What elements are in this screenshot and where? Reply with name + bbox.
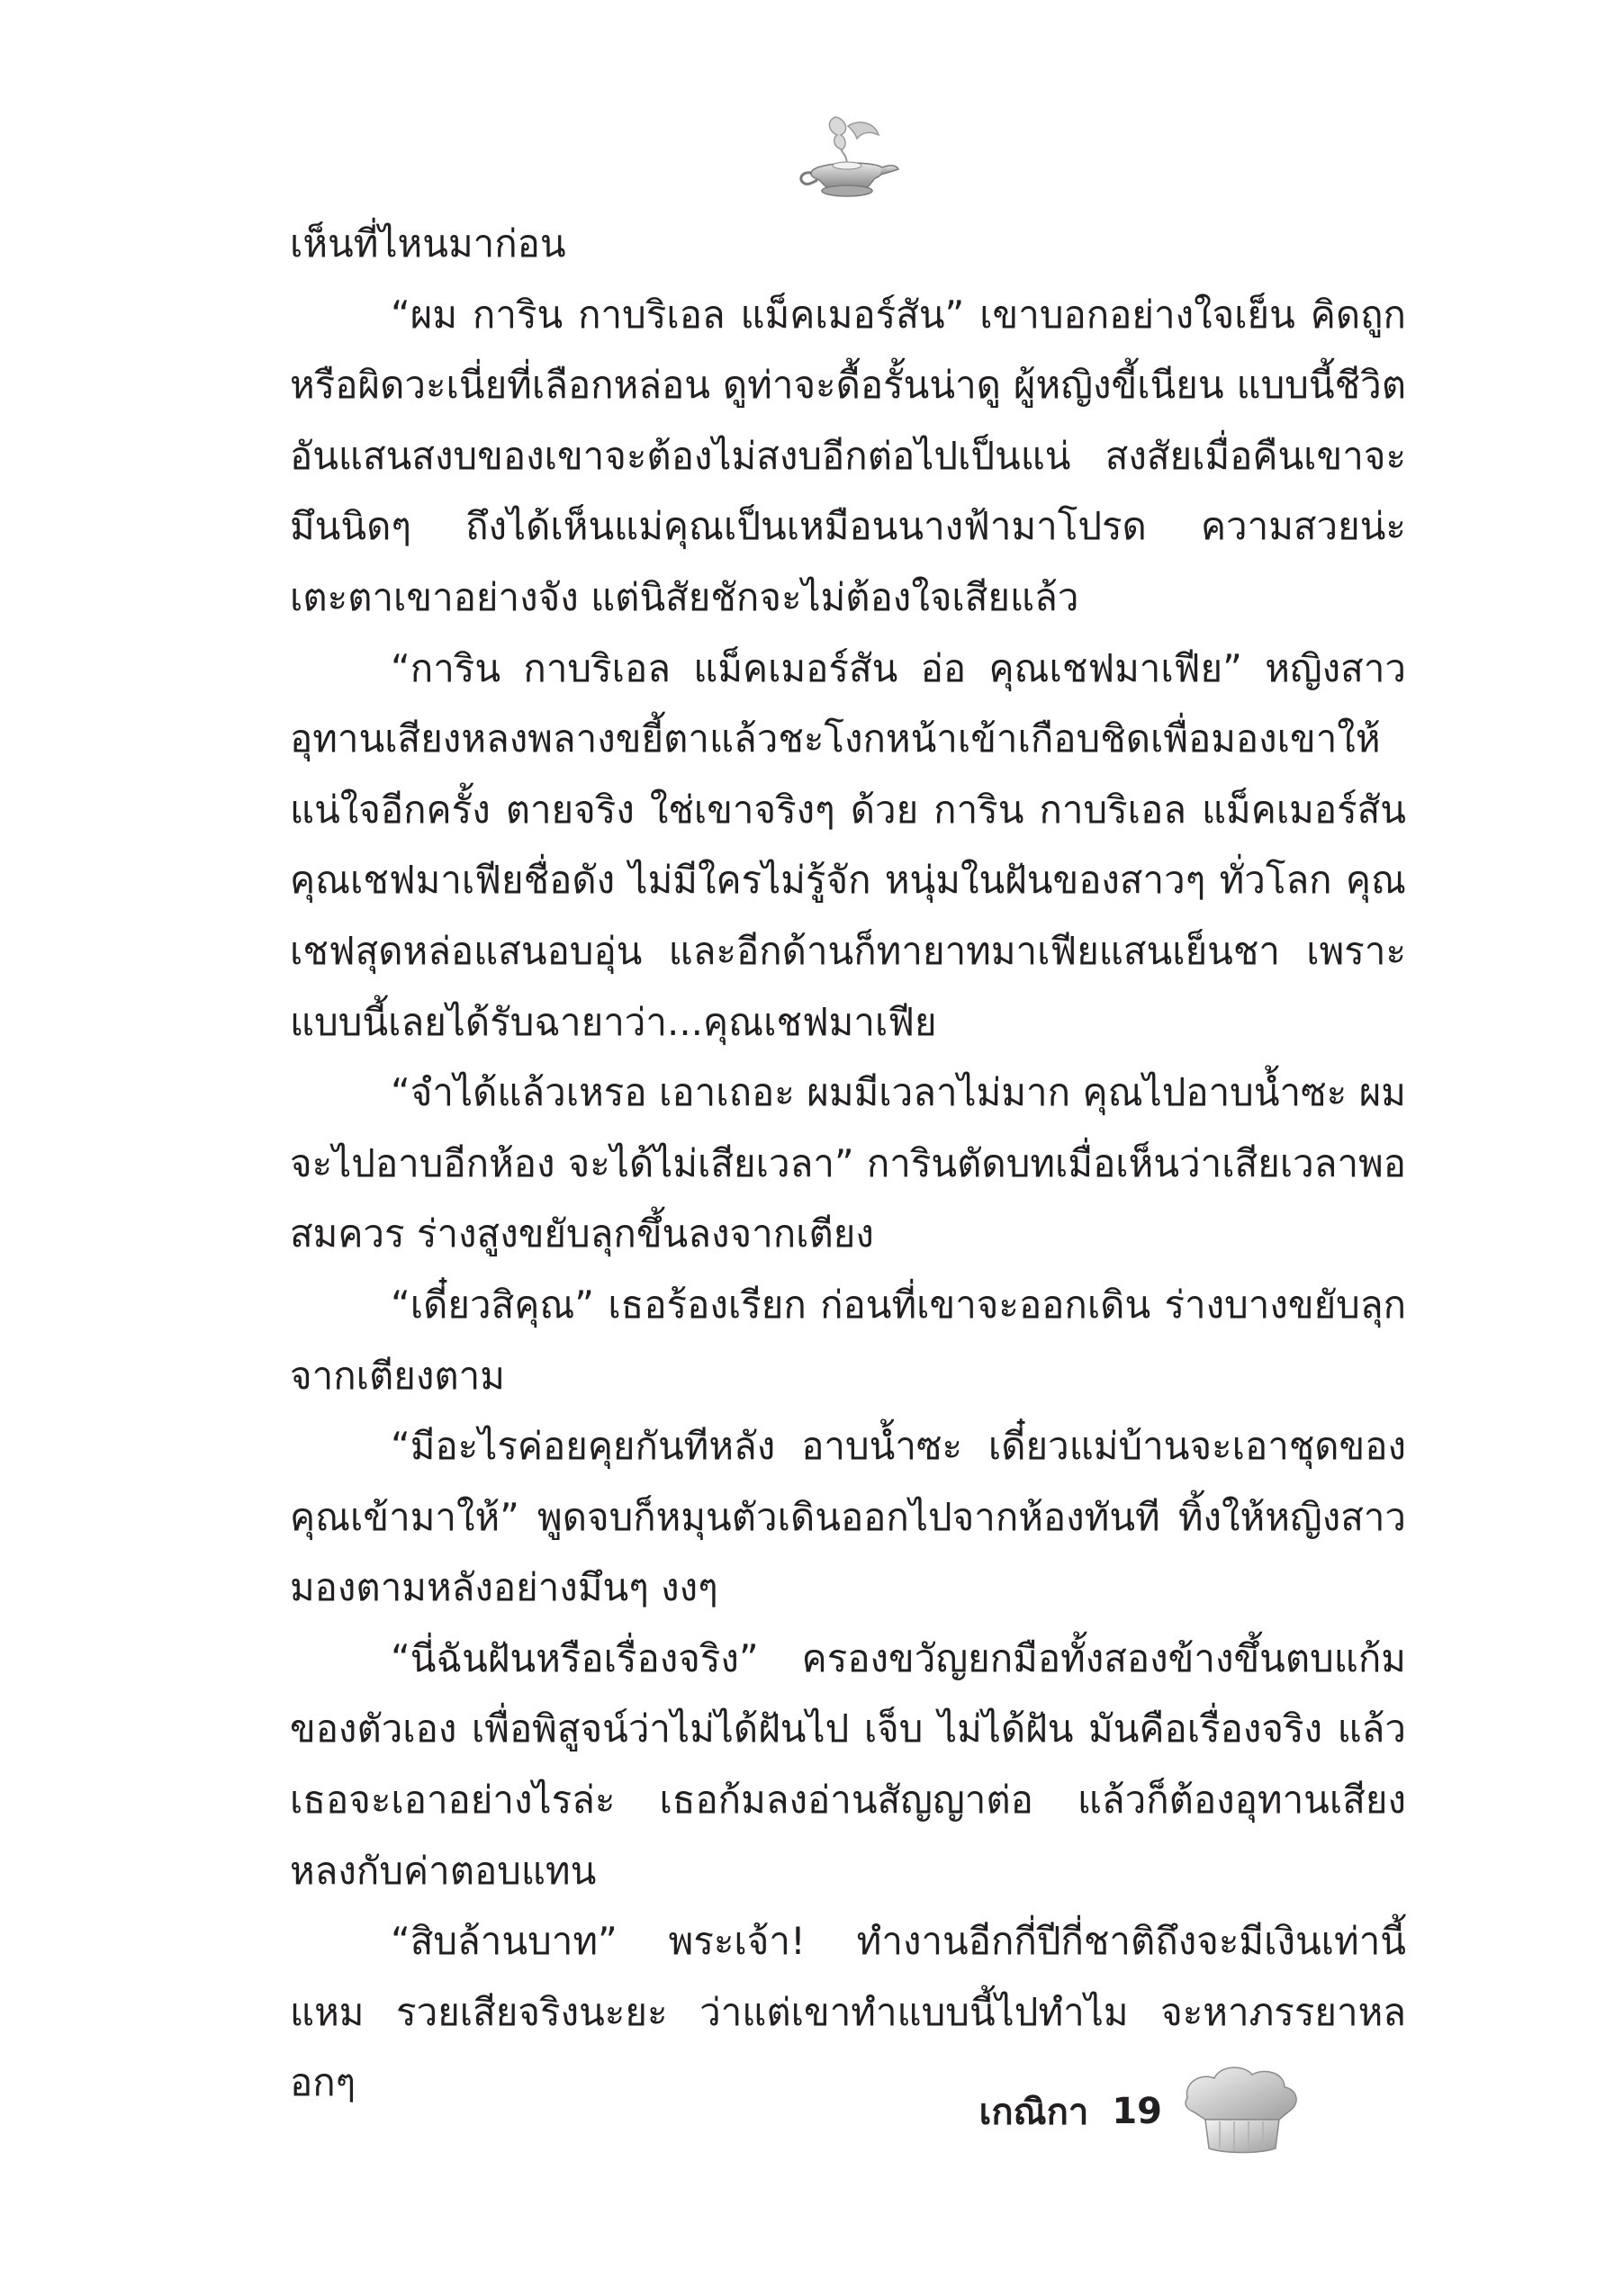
chef-hat-icon	[1178, 2062, 1304, 2161]
paragraph: “ผม การิน กาบริเอล แม็คเมอร์สัน” เขาบอกอย่างใจเย็น คิดถูกหรือผิดวะเนี่ยที่เลือกหล่อน ดูท่าจะดื้อรั้นน่าดู ผู้หญิงขี้เนียน แบบนี้ชีวิตอันแสนสงบของเขาจะต้องไม่สงบอีกต่อไปเป็นแน่ สงสัยเมื่อคืนเขาจะมึนนิดๆ ถึงได้เห็นแม่คุณเป็นเหมือนนางฟ้ามาโปรด ความสวยน่ะเตะตาเขาอย่างจัง แต่นิสัยชักจะไม่ต้องใจเสียแล้ว	[290, 292, 1406, 619]
paragraph: เห็นที่ไหนมาก่อน	[290, 221, 566, 266]
running-title: เกณิกา	[978, 2092, 1089, 2133]
page-footer	[979, 2066, 1304, 2156]
paragraph: “สิบล้านบาท” พระเจ้า! ทำงานอีกกี่ปีกี่ชาติถึงจะมีเงินเท่านี้ แหม รวยเสียจริงนะยะ ว่าแต่เขาทำแบบนี้ไปทำไม จะหาภรรยาหลอกๆ	[290, 1919, 1406, 2105]
paragraph: “นี่ฉันฝันหรือเรื่องจริง” ครองขวัญยกมือทั้งสองข้างขึ้นตบแก้มของตัวเอง เพื่อพิสูจน์ว่าไม่ได้ฝันไป เจ็บ ไม่ได้ฝัน มันคือเรื่องจริง แล้วเธอจะเอาอย่างไรล่ะ เธอก้มลงอ่านสัญญาต่อ แล้วก็ต้องอุทานเสียงหลงกับค่าตอบแทน	[290, 1635, 1406, 1893]
body-text	[290, 209, 1406, 2119]
paragraph: “การิน กาบริเอล แม็คเมอร์สัน อ่อ คุณเชฟมาเฟีย” หญิงสาวอุทานเสียงหลงพลางขยี้ตาแล้วชะโงกหน้าเข้าเกือบชิดเพื่อมองเขาให้แน่ใจอีกครั้ง ตายจริง ใช่เขาจริงๆ ด้วย การิน กาบริเอล แม็คเมอร์สัน คุณเชฟมาเฟียชื่อดัง ไม่มีใครไม่รู้จัก หนุ่มในฝันของสาวๆ ทั่วโลก คุณเชฟสุดหล่อแสนอบอุ่น และอีกด้านก็ทายาทมาเฟียแสนเย็นชา เพราะแบบนี้เลยได้รับฉายาว่า...คุณเชฟมาเฟีย	[290, 645, 1406, 1044]
paragraph: “เดี๋ยวสิคุณ” เธอร้องเรียก ก่อนที่เขาจะออกเดิน ร่างบางขยับลุกจากเตียงตาม	[290, 1282, 1406, 1398]
page-number: 19	[1112, 2091, 1162, 2132]
teapot-genie-icon	[792, 108, 900, 207]
paragraph: “จำได้แล้วเหรอ เอาเถอะ ผมมีเวลาไม่มาก คุณไปอาบน้ำซะ ผมจะไปอาบอีกห้อง จะได้ไม่เสียเวลา” การินตัดบทเมื่อเห็นว่าเสียเวลาพอสมควร ร่างสูงขยับลุกขึ้นลงจากเตียง	[290, 1070, 1406, 1256]
paragraph: “มีอะไรค่อยคุยกันทีหลัง อาบน้ำซะ เดี๋ยวแม่บ้านจะเอาชุดของคุณเข้ามาให้” พูดจบก็หมุนตัวเดินออกไปจากห้องทันที ทิ้งให้หญิงสาวมองตามหลังอย่างมึนๆ งงๆ	[290, 1424, 1406, 1610]
